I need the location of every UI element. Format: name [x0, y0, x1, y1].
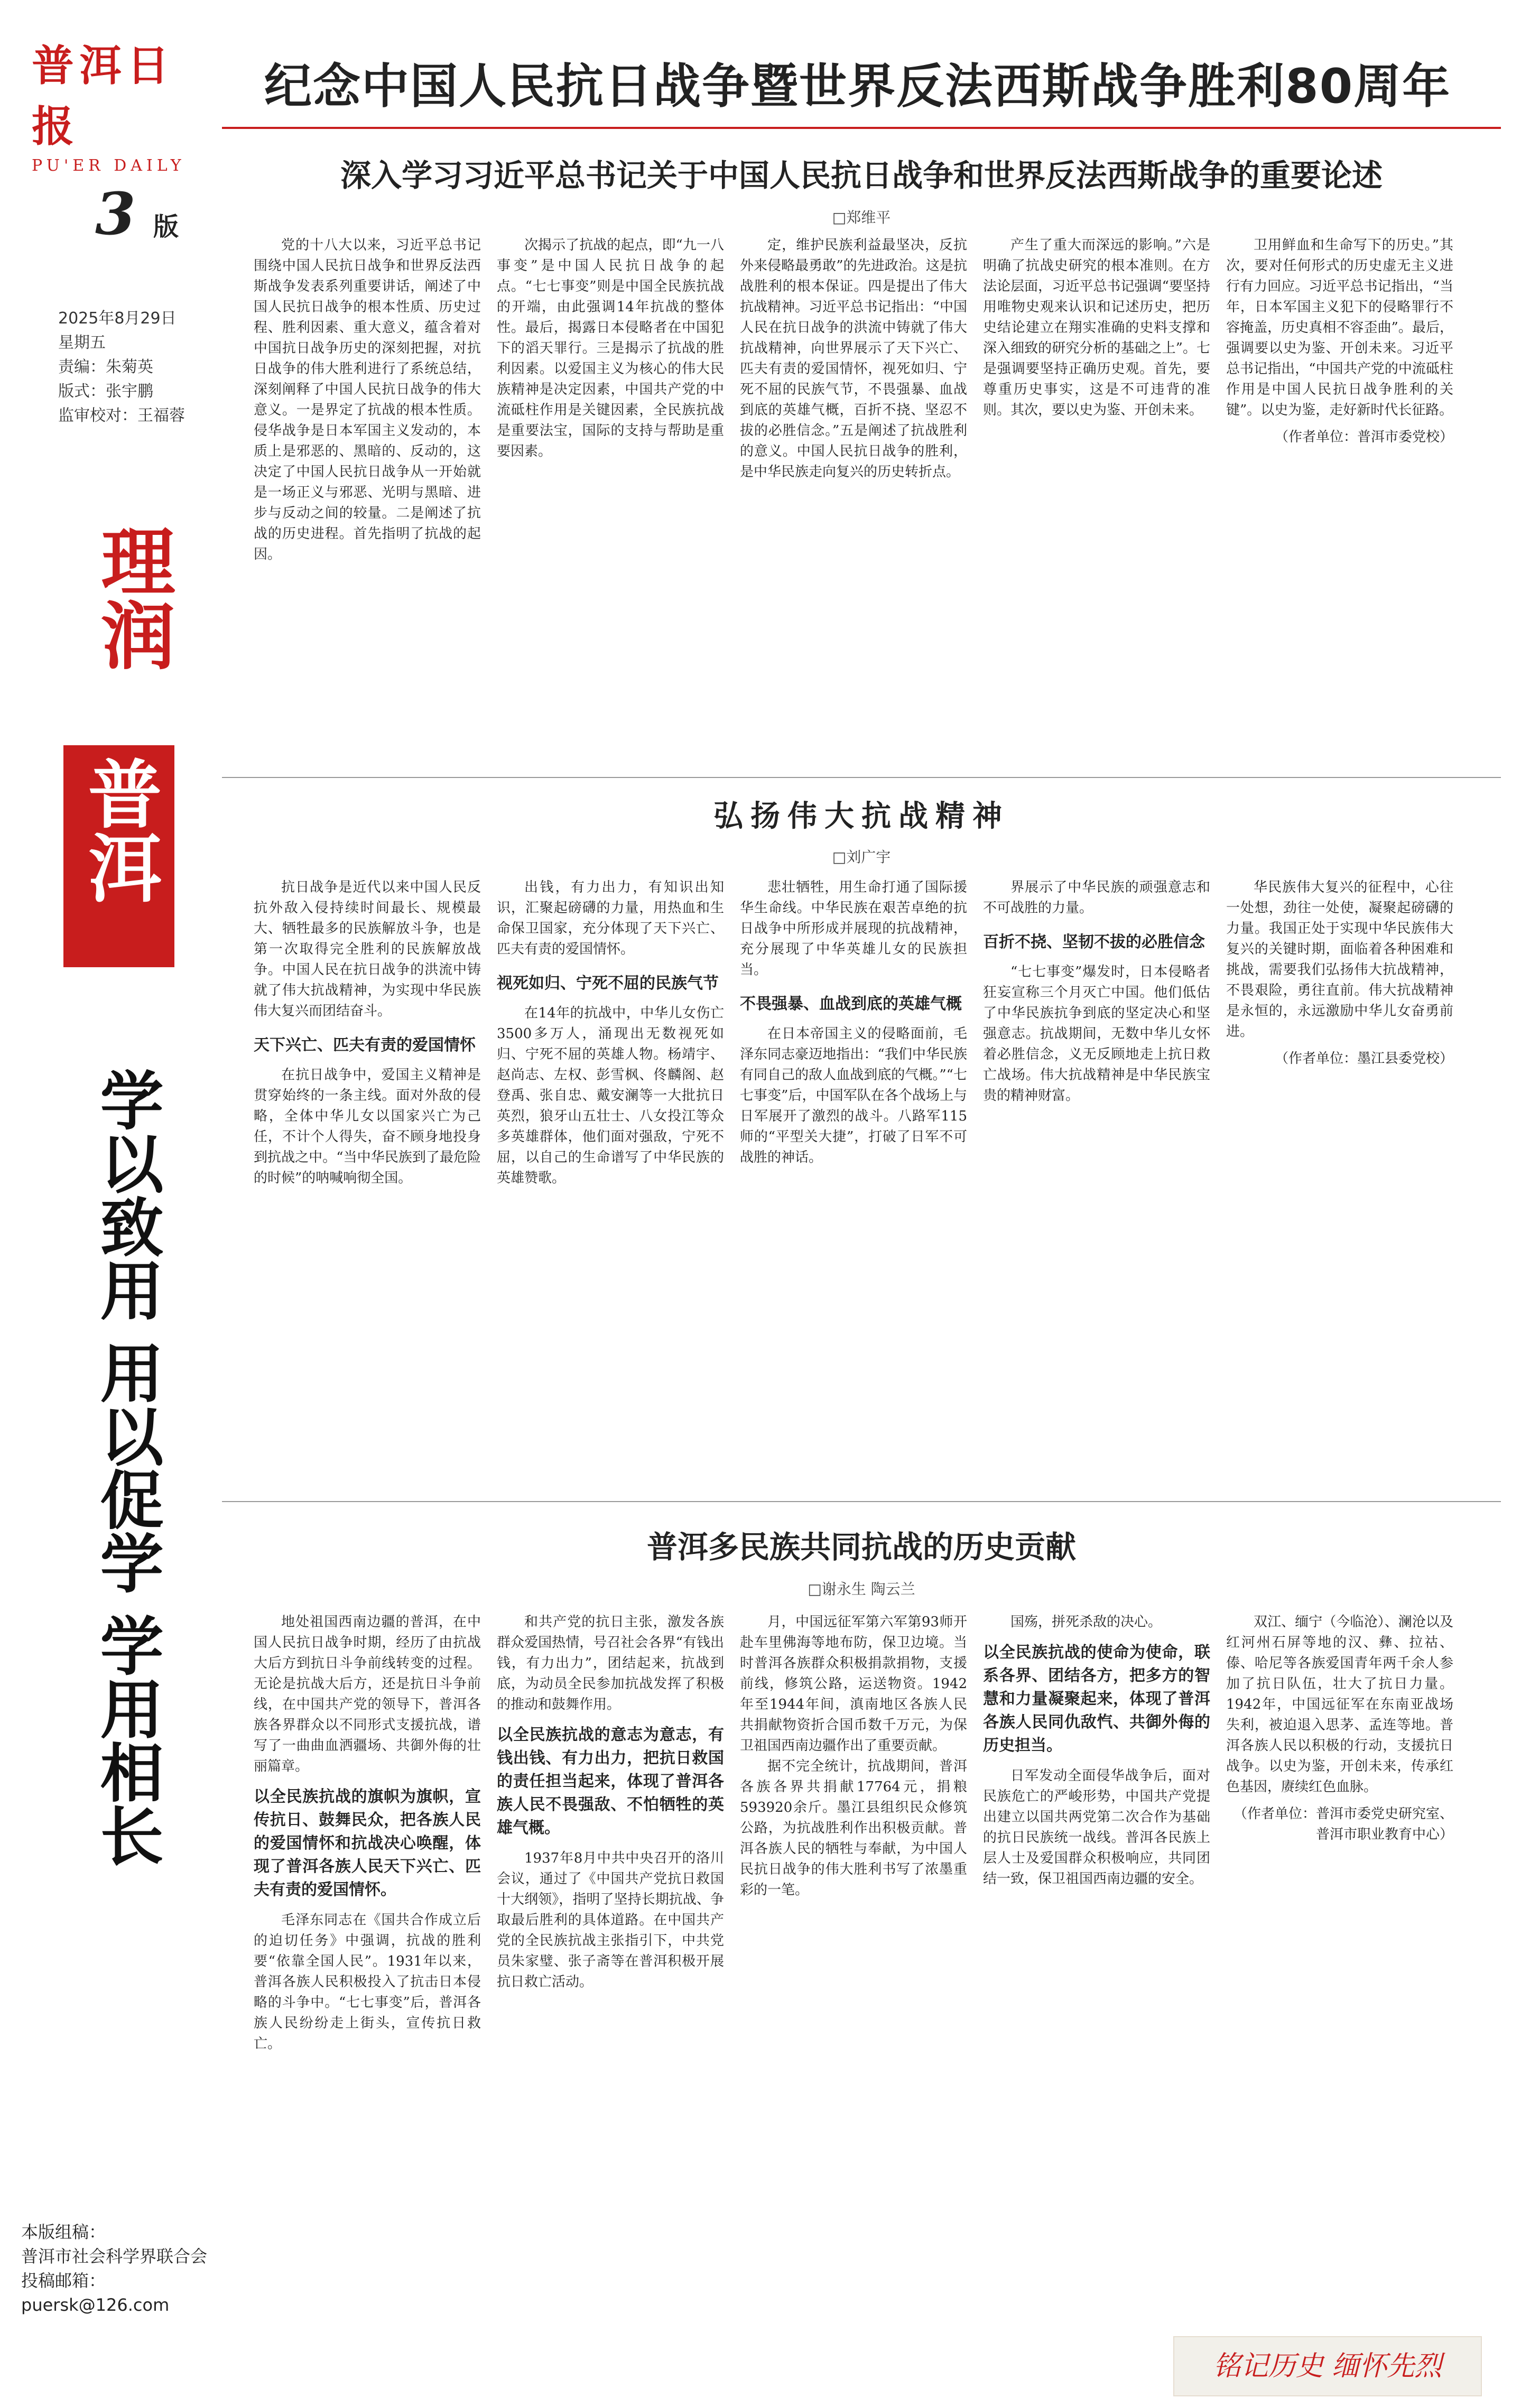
puer-label: 普洱 [76, 756, 162, 904]
article3-title: 普洱多民族共同抗战的历史贡献 [646, 1529, 1076, 1565]
article3-author: （作者单位：普洱市委党史研究室、普洱市职业教育中心） [1233, 1806, 1453, 1842]
article3-col1 [254, 1612, 481, 2054]
article1-col4 [983, 235, 1210, 421]
newspaper-english-name: PU'ER DAILY [32, 156, 186, 175]
main-content [222, 0, 1501, 2408]
masthead [32, 32, 217, 175]
article1-byline: □郑维平 [832, 209, 891, 226]
paragraph: 1937年8月中共中央召开的洛川会议，通过了《中国共产党抗日救国十大纲领》，指明了坚持长期抗战、争取最后胜利的具体道路。在中国共产党的全民族抗战主张指引下，中共党员朱家璧、张子斋等在普洱积极开展抗日救亡活动。 [497, 1850, 724, 1990]
paragraph: 界展示了中华民族的顽强意志和不可战胜的力量。 [983, 879, 1210, 916]
paragraph: 据不完全统计，抗战期间，普洱各族各界共捐献17764元，捐粮593920余斤。墨江县组织民众修筑公路，为抗战胜利作出积极贡献。普洱各族人民的牺牲与奉献，为中国人民抗日战争的伟大胜利书写了浓墨重彩的一笔。 [740, 1758, 967, 1898]
proof-credit: 监审校对：王福蓉 [58, 406, 185, 425]
paragraph: 日军发动全面侵华战争后，面对民族危亡的严峻形势，中国共产党提出建立以国共两党第二次合作为基础的抗日民族统一战线。普洱各民族上层人士及爱国群众积极响应，共同团结一致，保卫祖国西南边疆的安全。 [983, 1768, 1210, 1887]
org-label: 本版组稿： [21, 2222, 106, 2242]
paragraph: 出钱，有力出力，有知识出知识，汇聚起磅礴的力量，用热血和生命保卫国家，充分体现了天下兴亡、匹夫有责的爱国情怀。 [497, 879, 724, 957]
paragraph: 党的十八大以来，习近平总书记围绕中国人民抗日战争和世界反法西斯战争发表系列重要讲话，阐述了中国人民抗日战争的根本性质、历史过程、胜利因素、重大意义，蕴含着对中国抗日战争历史的深刻把握，对抗日战争的伟大胜利进行了系统总结，深刻阐释了中国人民抗日战争的伟大意义。一是界定了抗战的根本性质。侵华战争是日本军国主义发动的，本质上是邪恶的、黑暗的、反动的，这决定了中国人民抗日战争从一开始就是一场正义与邪恶、光明与黑暗、进步与反动之间的较量。二是阐述了抗战的历史进程。首先指明了抗战的起因。 [254, 237, 481, 562]
article3-byline: □谢永生 陶云兰 [808, 1580, 915, 1598]
paragraph: 毛泽东同志在《国共合作成立后的迫切任务》中强调，抗战的胜利要“依靠全国人民”。1931年以来，普洱各族人民积极投入了抗击日本侵略的斗争中。“七七事变”后，普洱各族人民纷纷走上街头，宣传抗日救亡。 [254, 1912, 481, 2052]
article1-body [222, 235, 1501, 774]
puer-badge [63, 745, 174, 967]
article3-col3 [740, 1612, 967, 1901]
issue-weekday: 星期五 [58, 334, 106, 352]
paragraph: 卫用鲜血和生命写下的历史。”其次，要对任何形式的历史虚无主义进行有力回应。习近平总书记指出，“当年，日本军国主义犯下的侵略罪行不容掩盖，历史真相不容歪曲”。最后，强调要以史为鉴、开创未来。习近平总书记指出，“中国共产党的中流砥柱作用是中国人民抗日战争胜利的关键”。以史为鉴，走好新时代长征路。 [1226, 237, 1453, 418]
paragraph: 悲壮牺牲，用生命打通了国际援华生命线。中华民族在艰苦卓绝的抗日战争中所形成并展现的抗战精神，充分展现了中华英雄儿女的民族担当。 [740, 879, 967, 978]
article3-highlight-3: 以全民族抗战的使命为使命，联系各界、团结各方，把多方的智慧和力量凝聚起来，体现了普洱各族人民同仇敌忾、共御外侮的历史担当。 [983, 1643, 1210, 1755]
org-name: 普洱市社会科学界联合会 [21, 2246, 208, 2266]
paragraph: 产生了重大而深远的影响。”六是明确了抗战史研究的根本准则。在方法论层面，习近平总书记强调“要坚持用唯物史观来认识和记述历史，把历史结论建立在翔实准确的史料支撑和深入细致的研究分析的基础之上”。七是强调要坚持正确历史观。首先，要尊重历史事实，这是不可违背的准则。其次，要以史为鉴、开创未来。 [983, 237, 1210, 418]
contributor-info [21, 2220, 207, 2317]
paragraph: 双江、缅宁（今临沧）、澜沧以及红河州石屏等地的汉、彝、拉祜、傣、哈尼等各族爱国青年两千余人参加了抗日队伍，壮大了抗日力量。1942年，中国远征军在东南亚战场失利，被迫退入思茅、孟连等地。普洱各族人民以积极的行动，支援抗日战争。以史为鉴，开创未来，传承红色基因，赓续红色血脉。 [1226, 1614, 1453, 1795]
article2-body [222, 877, 1501, 1496]
article1-col1 [254, 235, 481, 565]
issue-date: 2025年8月29日 [58, 309, 177, 328]
article3-col4 [983, 1612, 1210, 1890]
article2-subhead-2: 视死如归、宁死不屈的民族气节 [497, 974, 719, 993]
article2-title: 弘扬伟大抗战精神 [713, 799, 1009, 833]
paragraph: 在日本帝国主义的侵略面前，毛泽东同志豪迈地指出：“我们中华民族有同自己的敌人血战到底的气概。”“七七事变”后，中国军队在各个战场上与日军展开了激烈的战斗。八路军115师的“平型关大捷”，打破了日军不可战胜的神话。 [740, 1026, 967, 1165]
article2-subhead-4: 百折不挠、坚韧不拔的必胜信念 [983, 933, 1205, 951]
section-divider [222, 1501, 1501, 1502]
article2-col5 [1226, 877, 1453, 1069]
article2-col3 [740, 877, 967, 1168]
editor-credit: 责编：朱菊英 [58, 358, 153, 376]
article2-col4 [983, 877, 1210, 1106]
article1-col3 [740, 235, 967, 483]
article2-subhead-1: 天下兴亡、匹夫有责的爱国情怀 [254, 1036, 476, 1054]
article2-subhead-3: 不畏强暴、血战到底的英雄气概 [740, 995, 962, 1013]
banner-divider [222, 127, 1501, 129]
paragraph: 抗日战争是近代以来中国人民反抗外敌入侵持续时间最长、规模最大、牺牲最多的民族解放斗争，也是第一次取得完全胜利的民族解放战争。中国人民在抗日战争的洪流中铸就了伟大抗战精神，为实现中华民族伟大复兴而团结奋斗。 [254, 879, 481, 1019]
article3-highlight-1: 以全民族抗战的旗帜为旗帜，宣传抗日、鼓舞民众，把各族人民的爱国情怀和抗战决心唤醒，体现了普洱各族人民天下兴亡、匹夫有责的爱国情怀。 [254, 1788, 481, 1899]
sidebar [0, 0, 217, 2408]
page-suffix: 版 [153, 212, 179, 242]
article2-col1 [254, 877, 481, 1189]
article2-col2 [497, 877, 724, 1189]
slogan [69, 1068, 185, 1886]
article3-col5 [1226, 1612, 1453, 1845]
email-address: puersk@126.com [21, 2295, 170, 2315]
article3-body [222, 1612, 1501, 2331]
section-divider [222, 777, 1501, 778]
remembrance-seal: 铭记历史 缅怀先烈 [1173, 2336, 1482, 2396]
paragraph: 在14年的抗战中，中华儿女伤亡3500多万人，涌现出无数视死如归、宁死不屈的英雄人物。杨靖宇、赵尚志、左权、彭雪枫、佟麟阁、赵登禹、张自忠、戴安澜等一大批抗日英烈，狼牙山五壮士、八女投江等众多英雄群体，他们面对强敌，宁死不屈，以自己的生命谱写了中华民族的英雄赞歌。 [497, 1005, 724, 1186]
article2-byline: □刘广宇 [832, 848, 891, 866]
article1-col2 [497, 235, 724, 462]
slogan-line-1: 学以致用 [89, 1068, 164, 1321]
newspaper-logo: 普洱日报 [32, 41, 174, 151]
article2-author: （作者单位：墨江县委党校） [1274, 1051, 1453, 1067]
paragraph: “七七事变”爆发时，日本侵略者狂妄宣称三个月灭亡中国。他们低估了中华民族抗争到底的坚定决心和坚强意志。抗战期间，无数中华儿女怀着必胜信念，义无反顾地走上抗日救亡战场。伟大抗战精神是中华民族宝贵的精神财富。 [983, 964, 1210, 1104]
layout-credit: 版式：张宇鹏 [58, 382, 153, 401]
article1-col5 [1226, 235, 1453, 448]
paragraph: 在抗日战争中，爱国主义精神是贯穿始终的一条主线。面对外敌的侵略，全体中华儿女以国家兴亡为己任，不计个人得失，奋不顾身地投身到抗战之中。“当中华民族到了最危险的时候”的呐喊响彻全国。 [254, 1067, 481, 1186]
paragraph: 次揭示了抗战的起点，即“九一八事变”是中国人民抗日战争的起点。“七七事变”则是中国全民族抗战的开端，由此强调14年抗战的整体性。最后，揭露日本侵略者在中国犯下的滔天罪行。三是揭示了抗战的胜利因素。以爱国主义为核心的伟大民族精神是决定因素，中国共产党的中流砥柱作用是关键因素，全民族抗战是重要法宝，国际的支持与帮助是重要因素。 [497, 237, 724, 459]
issue-meta [58, 307, 185, 428]
article3-highlight-2: 以全民族抗战的意志为意志，有钱出钱、有力出力，把抗日救国的责任担当起来，体现了普洱各族人民不畏强敌、不怕牺牲的英雄气概。 [497, 1726, 724, 1837]
article1-title: 深入学习习近平总书记关于中国人民抗日战争和世界反法西斯战争的重要论述 [340, 158, 1383, 193]
slogan-line-3: 学用相长 [89, 1613, 164, 1867]
paragraph: 月，中国远征军第六军第93师开赴车里佛海等地布防，保卫边境。当时普洱各族群众积极捐款捐物，支援前线，修筑公路，运送物资。1942年至1944年间，滇南地区各族人民共捐献物资折合国币数千万元，为保卫祖国西南边疆作出了重要贡献。 [740, 1614, 967, 1754]
page-number: 3 [95, 180, 136, 248]
paragraph: 和共产党的抗日主张，激发各族群众爱国热情，号召社会各界“有钱出钱，有力出力”，团结起来，抗战到底，为动员全民参加抗战发挥了积极的推动和鼓舞作用。 [497, 1614, 724, 1712]
paragraph: 定，维护民族利益最坚决，反抗外来侵略最勇敢”的先进政治。这是抗战胜利的根本保证。四是提出了伟大抗战精神。习近平总书记指出：“中国人民在抗日战争的洪流中铸就了伟大抗战精神，向世界展示了天下兴亡、匹夫有责的爱国情怀，视死如归、宁死不屈的民族气节，不畏强暴、血战到底的英雄气概，百折不挠、坚忍不拔的必胜信念。”五是阐述了抗战胜利的意义。中国人民抗日战争的胜利，是中华民族走向复兴的历史转折点。 [740, 237, 967, 480]
email-label: 投稿邮箱： [21, 2271, 106, 2291]
paragraph: 国殇，拼死杀敌的决心。 [1010, 1614, 1162, 1630]
page-banner: 纪念中国人民抗日战争暨世界反法西斯战争胜利80周年 [264, 59, 1451, 114]
slogan-line-2: 用以促学 [89, 1340, 164, 1594]
paragraph: 地处祖国西南边疆的普洱，在中国人民抗日战争时期，经历了由抗战大后方到抗日斗争前线转变的过程。无论是抗战大后方，还是抗日斗争前线，在中国共产党的领导下，普洱各族各界群众以不同形式支援抗战，谱写了一曲曲血洒疆场、共御外侮的壮丽篇章。 [254, 1614, 481, 1774]
article3-col2 [497, 1612, 724, 1993]
column-name: 理润 [89, 523, 175, 671]
paragraph: 华民族伟大复兴的征程中，心往一处想，劲往一处使，凝聚起磅礴的力量。我国正处于实现中华民族伟大复兴的关键时期，面临着各种困难和挑战，需要我们弘扬伟大抗战精神，不畏艰险，勇往直前。伟大抗战精神是永恒的，永远激励中华儿女奋勇前进。 [1226, 879, 1453, 1040]
article1-author: （作者单位：普洱市委党校） [1274, 429, 1453, 445]
